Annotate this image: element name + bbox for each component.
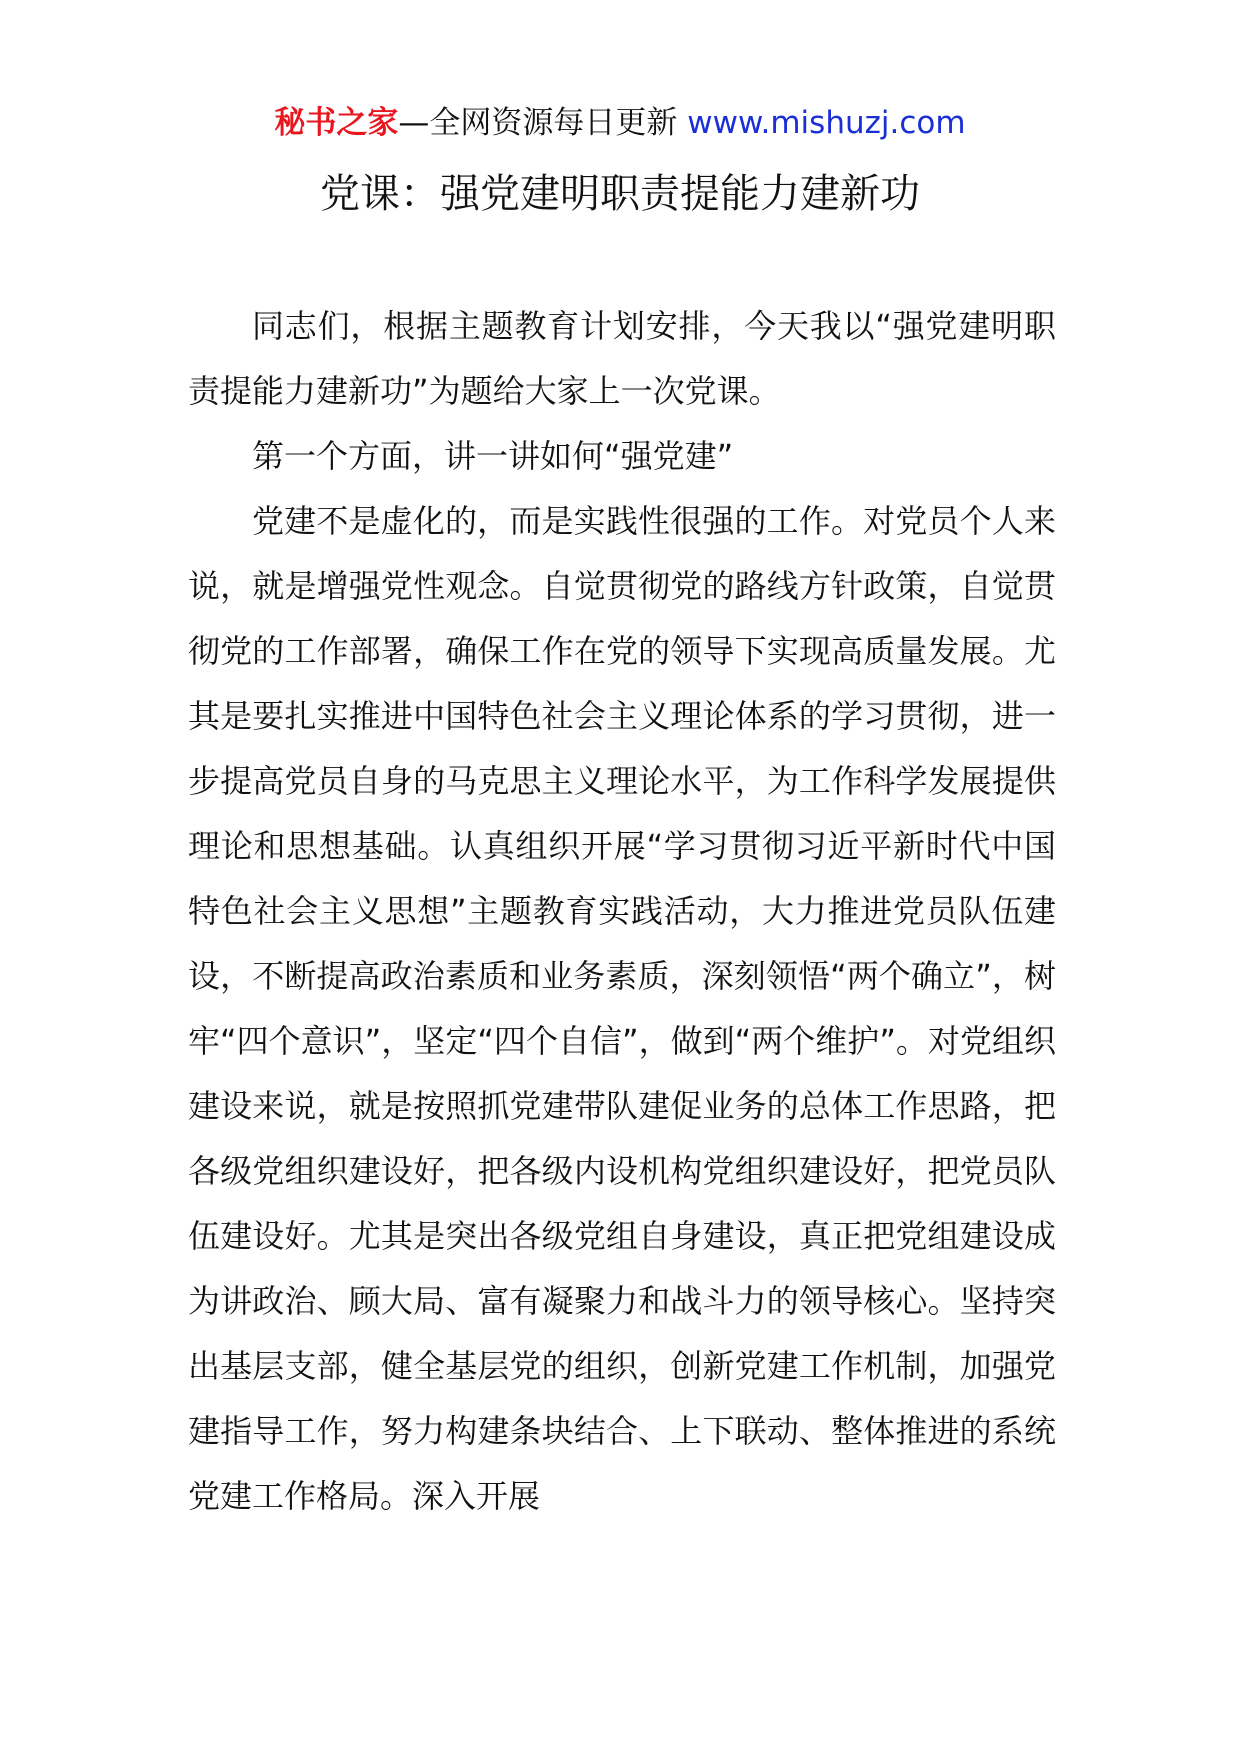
document-title: 党课：强党建明职责提能力建新功 xyxy=(320,171,920,217)
paragraph-body-1: 党建不是虚化的，而是实践性很强的工作。对党员个人来说，就是增强党性观念。自觉贯彻党的路线方针政策，自觉贯彻党的工作部署，确保工作在党的领导下实现高质量发展。尤其是要扎实推进中国特色社会主义理论体系的学习贯彻，进一步提高党员自身的马克思主义理论水平，为工作科学发展提供理论和思想基础。认真组织开展“学习贯彻习近平新时代中国特色社会主义思想”主题教育实践活动，大力推进党员队伍建设，不断提高政治素质和业务素质，深刻领悟“两个确立”，树牢“四个意识”，坚定“四个自信”，做到“两个维护”。对党组织建设来说，就是按照抓党建带队建促业务的总体工作思路，把各级党组织建设好，把各级内设机构党组织建设好，把党员队伍建设好。尤其是突出各级党组自身建设，真正把党组建设成为讲政治、顾大局、富有凝聚力和战斗力的领导核心。坚持突出基层支部，健全基层党的组织，创新党建工作机制，加强党建指导工作，努力构建条块结合、上下联动、整体推进的系统党建工作格局。深入开展 xyxy=(188,502,1056,1515)
site-header xyxy=(0,100,1240,146)
header-tagline: —全网资源每日更新 xyxy=(398,105,678,141)
website-link[interactable]: www.mishuzj.com xyxy=(687,105,966,141)
paragraph-intro: 同志们，根据主题教育计划安排，今天我以“强党建明职责提能力建新功”为题给大家上一次党课。 xyxy=(188,307,1056,410)
document-body xyxy=(188,294,1056,1529)
brand-name: 秘书之家 xyxy=(274,105,399,141)
section-heading-1: 第一个方面，讲一讲如何“强党建” xyxy=(252,437,734,475)
